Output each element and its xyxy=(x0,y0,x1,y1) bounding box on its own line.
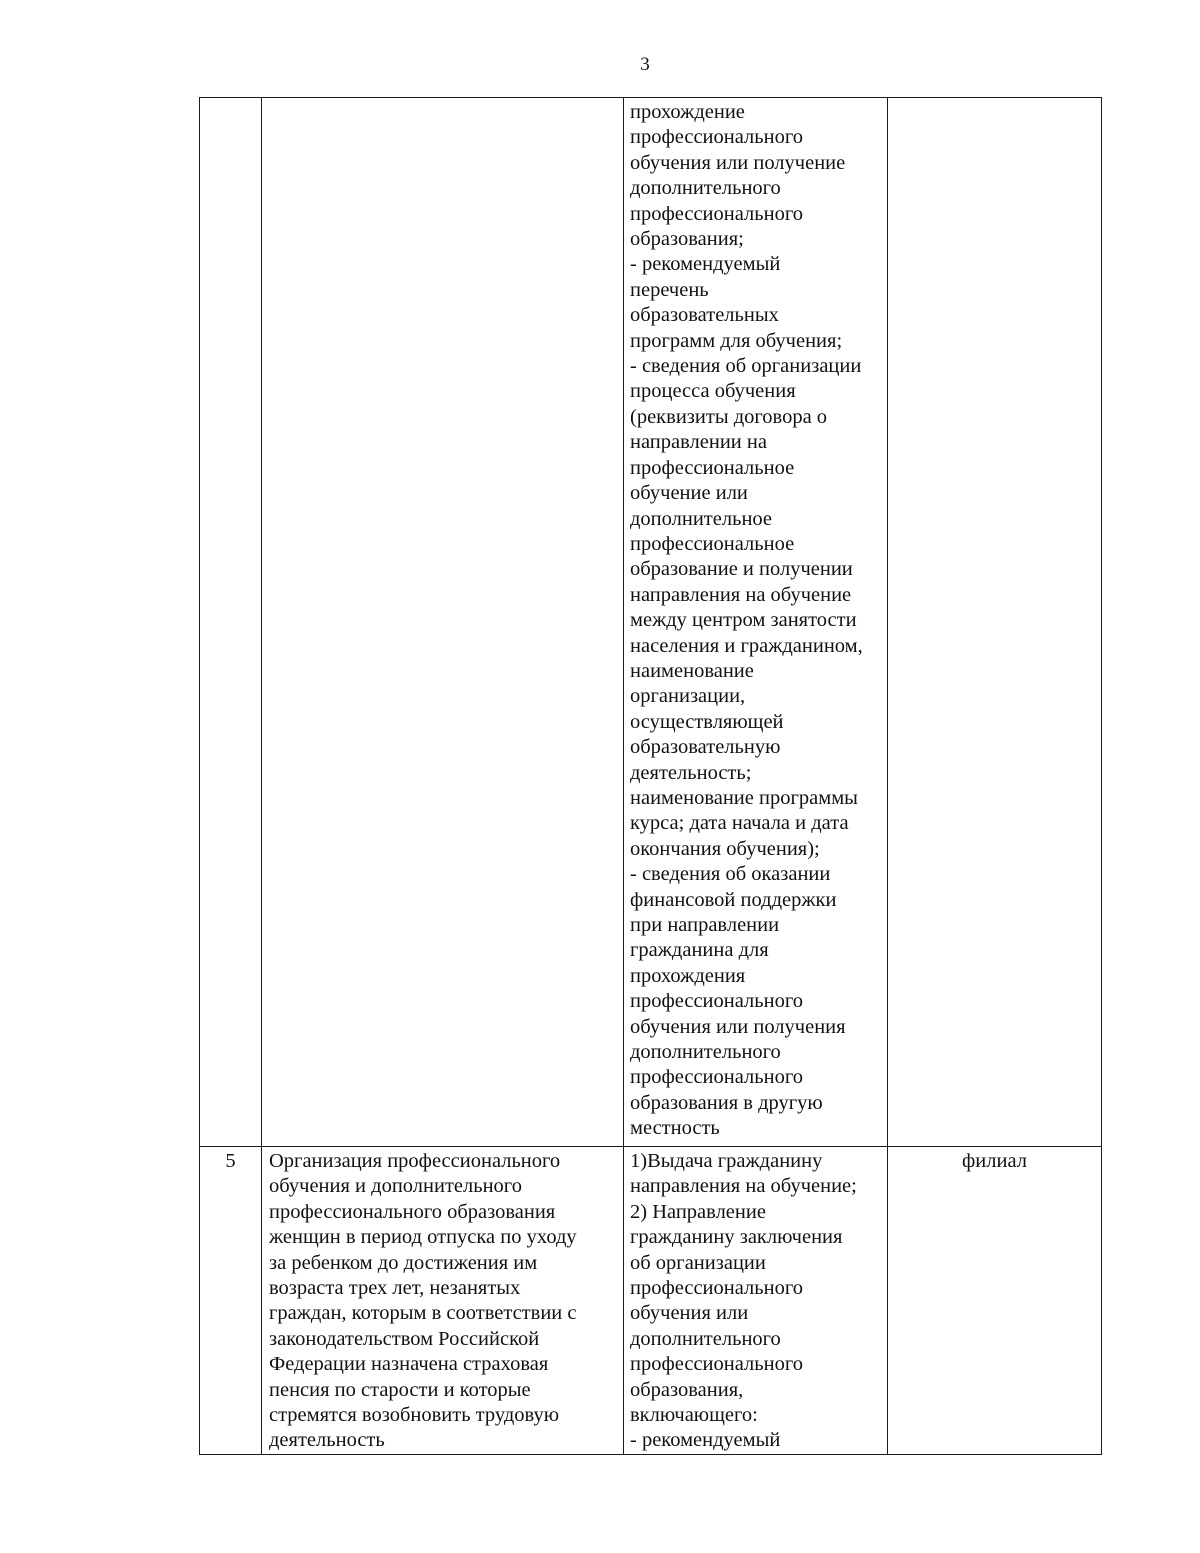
executor-cell xyxy=(888,1147,1102,1455)
row-number-cell xyxy=(200,1147,262,1455)
row-number-cell xyxy=(200,98,262,1147)
table-row xyxy=(200,98,1102,1147)
service-name-cell xyxy=(262,98,624,1147)
table-row xyxy=(200,1147,1102,1455)
page-number: 3 xyxy=(640,54,650,75)
service-name: Организация профессионального обучения и дополнительного профессионального образования женщин в период отпуска по уходу за ребенком до достижения им возраста трех лет, незанятых граждан, которым в соответствии с законодательством Российской Федерации назначена страховая пенсия по старости и которые стремятся возобновить трудовую деятельность xyxy=(269,1150,577,1452)
executor-cell xyxy=(888,98,1102,1147)
row-number: 5 xyxy=(225,1150,236,1172)
service-content-cell xyxy=(624,1147,888,1455)
service-content: 1)Выдача гражданину направления на обучение; 2) Направление гражданину заключения об организации профессионального обучения или дополнительного профессионального образования, включающего: - рекомендуемый xyxy=(630,1150,857,1452)
services-table xyxy=(199,97,1102,1455)
service-content: прохождение профессионального обучения или получение дополнительного профессионального образования; - рекомендуемый перечень образовательных программ для обучения; - сведения об организации процесса обучения (реквизиты договора о направлении на профессиональное обучение или дополнительное профессиональное образование и получении направления на обучение между центром занятости населения и гражданином, наименование организации, осуществляющей образовательную деятельность; наименование программы курса; дата начала и дата окончания обучения); - сведения об оказании финансовой поддержки при направлении гражданина для прохождения профессионального обучения или получения дополнительного профессионального образования в другую местность xyxy=(630,101,863,1140)
service-name-cell xyxy=(262,1147,624,1455)
service-content-cell xyxy=(624,98,888,1147)
executor: филиал xyxy=(962,1150,1027,1172)
